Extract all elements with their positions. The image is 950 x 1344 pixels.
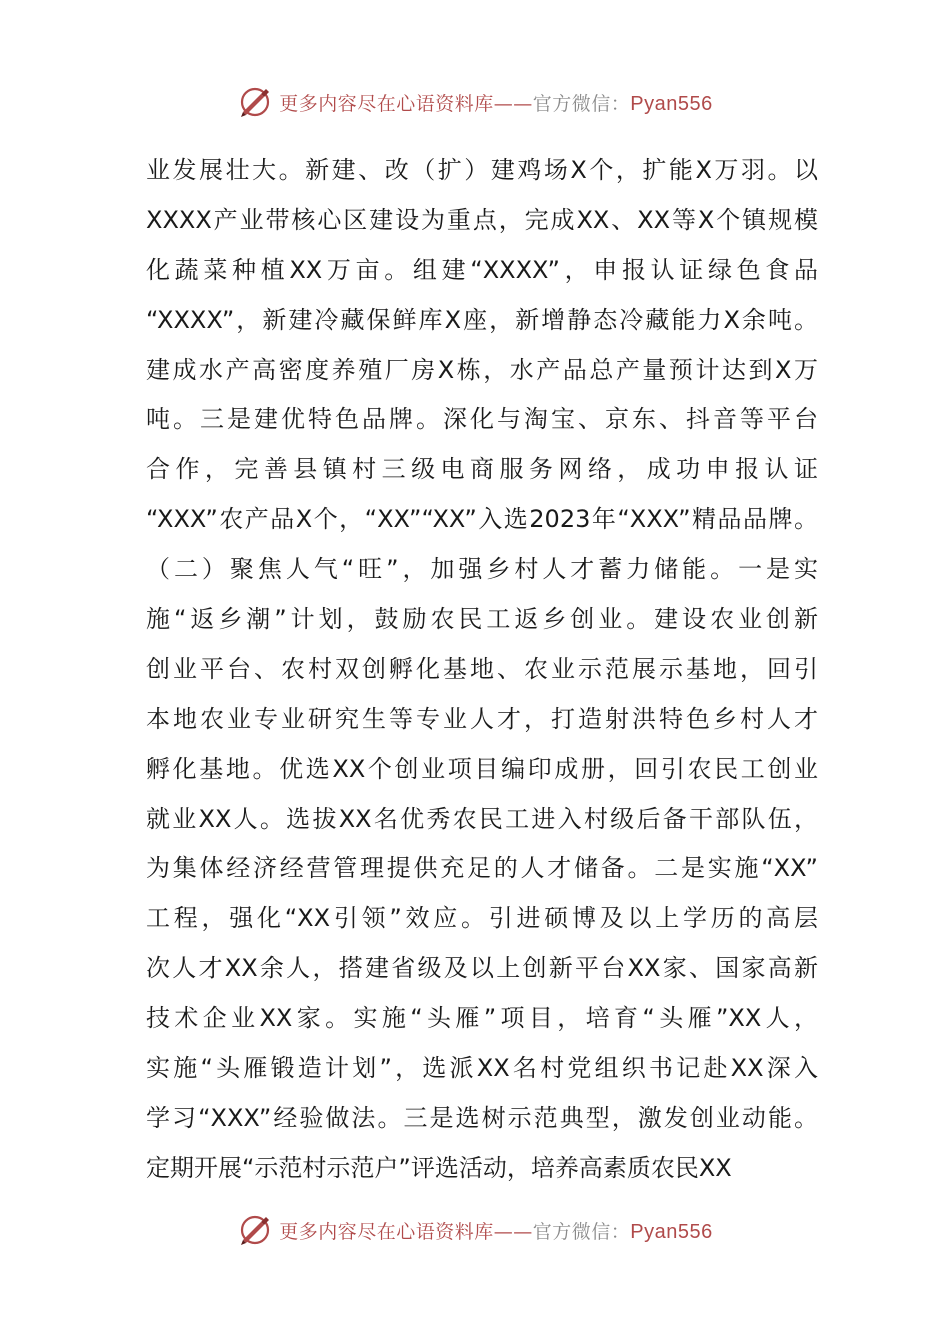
header-wechat-label: 官方微信： (532, 92, 631, 115)
pen-logo-icon (237, 1212, 273, 1248)
pen-logo-icon (237, 84, 273, 120)
footer-wechat-label: 官方微信： (532, 1220, 631, 1243)
body-line: 合作，完善县镇村三级电商服务网络，成功申报认证 (146, 455, 818, 484)
body-line: XXXX产业带核心区建设为重点，完成XX、XX等X个镇规模 (146, 205, 818, 234)
header-banner-text (279, 89, 713, 116)
footer-banner-text (279, 1217, 713, 1244)
body-line: 化蔬菜种植XX万亩。组建“XXXX”，申报认证绿色食品 (146, 255, 818, 284)
footer-wechat-id: Pyan556 (630, 1220, 713, 1243)
body-line: 工程，强化“XX引领”效应。引进硕博及以上学历的高层 (146, 904, 818, 933)
header-wechat-id: Pyan556 (630, 92, 713, 115)
body-line: “XXXX”，新建冷藏保鲜库X座，新增静态冷藏能力X余吨。 (146, 305, 818, 334)
body-line: 吨。三是建优特色品牌。深化与淘宝、京东、抖音等平台 (146, 405, 818, 434)
body-line: 实施“头雁锻造计划”，选派XX名村党组织书记赴XX深入 (146, 1054, 818, 1083)
body-line: 就业XX人。选拔XX名优秀农民工进入村级后备干部队伍， (146, 804, 818, 833)
footer-banner (0, 1210, 950, 1250)
body-line: 学习“XXX”经验做法。三是选树示范典型，激发创业动能。 (146, 1103, 818, 1132)
body-line: （二）聚焦人气“旺”，加强乡村人才蓄力储能。一是实 (146, 555, 818, 584)
body-line: 创业平台、农村双创孵化基地、农业示范展示基地，回引 (146, 654, 818, 683)
body-line: 定期开展“示范村示范户”评选活动，培养高素质农民XX (146, 1153, 732, 1182)
header-banner (0, 82, 950, 122)
header-separator: —— (493, 92, 533, 115)
footer-separator: —— (493, 1220, 533, 1243)
body-line: 施“返乡潮”计划，鼓励农民工返乡创业。建设农业创新 (146, 605, 818, 634)
footer-site-name: 更多内容尽在心语资料库 (279, 1220, 494, 1243)
body-line: “XXX”农产品X个，“XX”“XX”入选2023年“XXX”精品品牌。 (146, 505, 818, 534)
body-line: 本地农业专业研究生等专业人才，打造射洪特色乡村人才 (146, 704, 818, 733)
header-site-name: 更多内容尽在心语资料库 (279, 92, 494, 115)
body-line: 孵化基地。优选XX个创业项目编印成册，回引农民工创业 (146, 754, 818, 783)
body-line: 业发展壮大。新建、改（扩）建鸡场X个，扩能X万羽。以 (146, 156, 818, 184)
document-body (146, 146, 818, 1194)
body-line: 为集体经济经营管理提供充足的人才储备。二是实施“XX” (146, 854, 818, 883)
body-line: 技术企业XX家。实施“头雁”项目，培育“头雁”XX人， (146, 1004, 818, 1033)
body-line: 次人才XX余人，搭建省级及以上创新平台XX家、国家高新 (146, 954, 818, 983)
body-line: 建成水产高密度养殖厂房X栋，水产品总产量预计达到X万 (146, 355, 818, 384)
